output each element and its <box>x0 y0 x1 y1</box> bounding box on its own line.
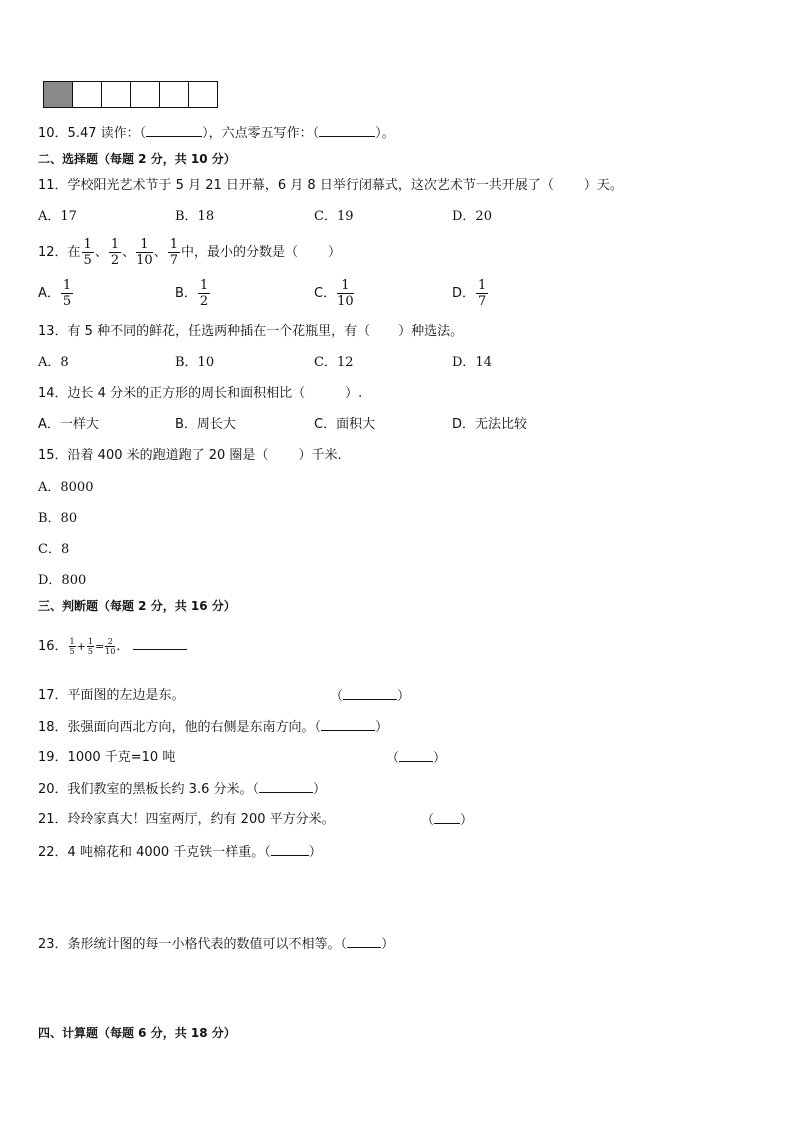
question-21-answer: （ ） <box>421 813 474 828</box>
fraction: $\frac{1}{10}$ <box>337 278 354 309</box>
question-17-answer: （ ） <box>330 689 411 704</box>
q15-option-a[interactable]: A．8000 <box>38 480 94 495</box>
q15-option-c[interactable]: C．8 <box>38 542 70 557</box>
q11-option-a[interactable]: A．17 <box>38 209 77 224</box>
q12-option-d[interactable]: D． $\frac{1}{7}$ <box>452 278 487 309</box>
question-18: 18．张强面向西北方向，他的右侧是东南方向。（ ） <box>38 720 389 735</box>
fraction: $\frac{1}{5}$ <box>87 636 93 656</box>
question-12: 12．在 $\frac{1}{5}$ 、 $\frac{1}{2}$ 、 $\frac{1}{10}$ 、 $\frac{1}{7}$ 中，最小的分数是（ ） <box>38 237 342 268</box>
fraction: $\frac{1}{5}$ <box>69 636 75 656</box>
q14-option-c[interactable]: C．面积大 <box>314 417 376 432</box>
q14-option-d[interactable]: D．无法比较 <box>452 417 528 432</box>
question-14: 14．边长 4 分米的正方形的周长和面积相比（ ）. <box>38 386 363 401</box>
answer-box <box>188 81 218 108</box>
q13-option-c[interactable]: C．12 <box>314 355 354 370</box>
fraction: $\frac{2}{10}$ <box>105 636 116 656</box>
answer-blank[interactable] <box>319 124 375 137</box>
answer-box <box>72 81 102 108</box>
fraction: $\frac{1}{5}$ <box>83 237 92 268</box>
section-2-title: 二、选择题（每题 2 分，共 10 分） <box>38 152 236 166</box>
fraction: $\frac{1}{7}$ <box>478 278 487 309</box>
question-16: 16． $\frac{1}{5}$ + $\frac{1}{5}$ = $\frac{2}{10}$ ． <box>38 632 187 662</box>
answer-blank[interactable] <box>259 780 313 793</box>
q12-option-c[interactable]: C． $\frac{1}{10}$ <box>314 278 354 309</box>
section-3-title: 三、判断题（每题 2 分，共 16 分） <box>38 599 236 613</box>
q15-option-d[interactable]: D．800 <box>38 573 87 588</box>
section-4-title: 四、计算题（每题 6 分，共 18 分） <box>38 1026 236 1040</box>
q11-option-b[interactable]: B．18 <box>175 209 215 224</box>
fraction: $\frac{1}{7}$ <box>169 237 178 268</box>
q14-option-a[interactable]: A．一样大 <box>38 417 99 432</box>
answer-blank[interactable] <box>133 637 187 650</box>
q14-option-b[interactable]: B．周长大 <box>175 417 236 432</box>
answer-box <box>101 81 131 108</box>
question-10: 10．5.47 读作：（ ），六点零五写作：（ ）。 <box>38 126 395 141</box>
question-11: 11．学校阳光艺术节于 5 月 21 日开幕，6 月 8 日举行闭幕式，这次艺术节一共开展了（ ）天。 <box>38 178 623 193</box>
fraction: $\frac{1}{10}$ <box>136 237 153 268</box>
fraction: $\frac{1}{2}$ <box>199 278 209 309</box>
q13-option-a[interactable]: A．8 <box>38 355 69 370</box>
q12-option-b[interactable]: B． $\frac{1}{2}$ <box>175 278 209 309</box>
answer-blank[interactable] <box>343 687 397 700</box>
question-21-text: 21．玲玲家真大！四室两厅，约有 200 平方分米。 <box>38 812 335 827</box>
q11-option-c[interactable]: C．19 <box>314 209 354 224</box>
question-15: 15．沿着 400 米的跑道跑了 20 圈是（ ）千米. <box>38 448 342 463</box>
q11-option-d[interactable]: D．20 <box>452 209 492 224</box>
answer-blank[interactable] <box>399 749 433 762</box>
answer-blank[interactable] <box>434 811 460 824</box>
answer-box-row <box>43 81 218 108</box>
question-19-text: 19．1000 千克=10 吨 <box>38 750 176 765</box>
answer-blank[interactable] <box>347 935 381 948</box>
question-23: 23．条形统计图的每一小格代表的数值可以不相等。（ ） <box>38 937 395 952</box>
q15-option-b[interactable]: B．80 <box>38 511 78 526</box>
question-20: 20．我们教室的黑板长约 3.6 分米。（ ） <box>38 782 327 797</box>
question-13: 13．有 5 种不同的鲜花，任选两种插在一个花瓶里，有（ ）种选法。 <box>38 324 464 339</box>
question-22: 22．4 吨棉花和 4000 千克铁一样重。（ ） <box>38 845 322 860</box>
fraction: $\frac{1}{5}$ <box>62 278 72 309</box>
answer-box <box>159 81 189 108</box>
q13-option-d[interactable]: D．14 <box>452 355 492 370</box>
fraction: $\frac{1}{2}$ <box>110 237 120 268</box>
q13-option-b[interactable]: B．10 <box>175 355 215 370</box>
answer-blank[interactable] <box>321 718 375 731</box>
answer-box-filled <box>43 81 73 108</box>
question-19-answer: （ ） <box>386 751 447 766</box>
answer-blank[interactable] <box>146 124 202 137</box>
q12-option-a[interactable]: A． $\frac{1}{5}$ <box>38 278 72 309</box>
answer-blank[interactable] <box>271 843 309 856</box>
question-17-text: 17．平面图的左边是东。 <box>38 688 185 703</box>
answer-box <box>130 81 160 108</box>
